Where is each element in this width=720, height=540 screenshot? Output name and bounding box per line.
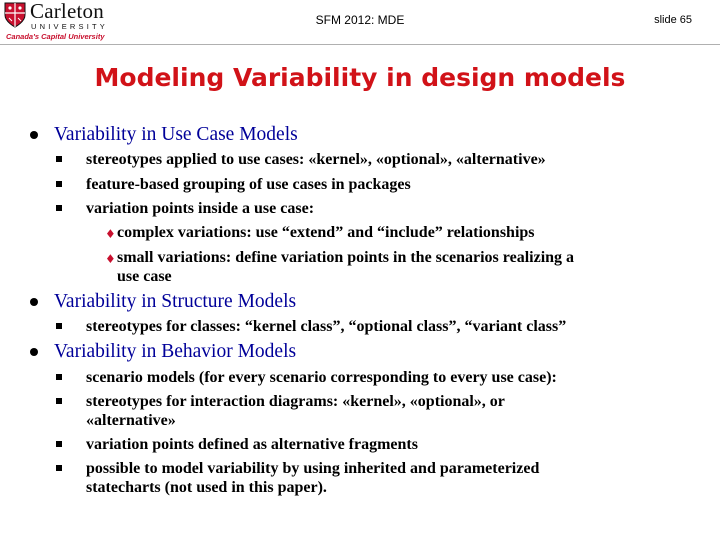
square-bullet-icon bbox=[56, 398, 62, 404]
bullet-continuation bbox=[86, 412, 176, 430]
bullet-item bbox=[86, 436, 418, 454]
square-bullet-icon bbox=[56, 465, 62, 471]
sub-bullet-text: use case bbox=[117, 268, 172, 285]
bullet-item bbox=[86, 176, 411, 194]
sub-bullet-text: complex variations: use “extend” and “include” relationships bbox=[117, 224, 535, 241]
bullet-text: variation points defined as alternative fragments bbox=[86, 436, 418, 453]
slide-title: Modeling Variability in design models bbox=[94, 63, 626, 92]
circle-bullet-icon bbox=[30, 298, 38, 306]
circle-bullet-icon bbox=[30, 348, 38, 356]
section-heading bbox=[54, 341, 296, 363]
logo-tagline: Canada's Capital University bbox=[6, 32, 105, 41]
bullet-text: stereotypes for classes: “kernel class”, “optional class”, “variant class” bbox=[86, 318, 567, 335]
diamond-bullet-icon: ♦ bbox=[105, 227, 116, 241]
section-heading bbox=[54, 124, 298, 146]
bullet-text: feature-based grouping of use cases in packages bbox=[86, 176, 411, 193]
section-heading-text: Variability in Use Case Models bbox=[54, 124, 298, 145]
bullet-item bbox=[86, 369, 557, 387]
bullet-text: possible to model variability by using inherited and parameterized bbox=[86, 460, 540, 477]
circle-bullet-icon bbox=[30, 131, 38, 139]
sub-bullet-text: small variations: define variation points in the scenarios realizing a bbox=[117, 249, 575, 266]
section-heading-text: Variability in Structure Models bbox=[54, 291, 297, 312]
bullet-text: «alternative» bbox=[86, 412, 176, 429]
logo-university: UNIVERSITY bbox=[31, 22, 109, 31]
diamond-bullet-icon: ♦ bbox=[105, 252, 116, 266]
bullet-item bbox=[86, 200, 314, 218]
header-divider bbox=[0, 44, 720, 45]
bullet-text: stereotypes applied to use cases: «kernel», «optional», «alternative» bbox=[86, 151, 546, 168]
course-label: SFM 2012: MDE bbox=[315, 13, 405, 27]
bullet-item bbox=[86, 151, 546, 169]
bullet-item bbox=[86, 393, 505, 411]
bullet-text: stereotypes for interaction diagrams: «kernel», «optional», or bbox=[86, 393, 505, 410]
section-heading bbox=[54, 291, 296, 313]
slide-number: slide 65 bbox=[654, 14, 692, 26]
square-bullet-icon bbox=[56, 323, 62, 329]
slide-header bbox=[0, 0, 720, 44]
bullet-text: variation points inside a use case: bbox=[86, 200, 315, 217]
square-bullet-icon bbox=[56, 156, 62, 162]
square-bullet-icon bbox=[56, 205, 62, 211]
bullet-text: statecharts (not used in this paper). bbox=[86, 479, 327, 496]
section-heading-text: Variability in Behavior Models bbox=[54, 341, 297, 362]
square-bullet-icon bbox=[56, 181, 62, 187]
square-bullet-icon bbox=[56, 441, 62, 447]
logo-name: Carleton bbox=[30, 0, 104, 23]
bullet-item bbox=[86, 460, 539, 478]
bullet-text: scenario models (for every scenario corresponding to every use case): bbox=[86, 369, 557, 386]
sub-bullet-item bbox=[105, 249, 575, 267]
bullet-continuation bbox=[86, 479, 327, 497]
bullet-item bbox=[86, 318, 566, 336]
sub-bullet-item bbox=[105, 224, 535, 242]
sub-bullet-continuation bbox=[117, 268, 172, 286]
square-bullet-icon bbox=[56, 374, 62, 380]
